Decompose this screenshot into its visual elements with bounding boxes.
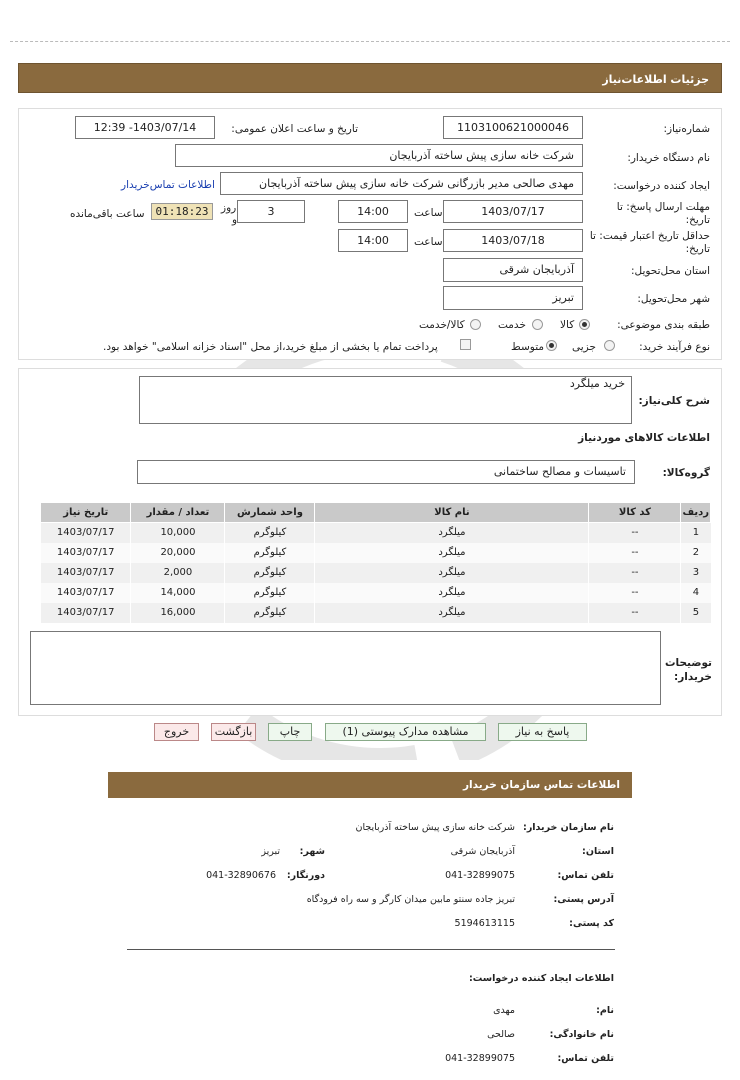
cell: میلگرد <box>315 583 589 603</box>
cell: -- <box>589 543 681 563</box>
cell: 3 <box>681 563 711 583</box>
col-name: نام کالا <box>315 503 589 523</box>
treasury-payment-checkbox[interactable] <box>460 339 471 350</box>
contact-org: شرکت خانه سازی پیش ساخته آذربایجان <box>355 822 515 833</box>
reply-date-field: 1403/07/17 <box>443 200 583 223</box>
validity-date-field: 1403/07/18 <box>443 229 583 252</box>
contact-phone: 041-32899075 <box>445 870 515 881</box>
attachments-button[interactable]: مشاهده مدارک پیوستی (1) <box>325 723 486 741</box>
cell: میلگرد <box>315 543 589 563</box>
process-label: نوع فرآیند خرید: <box>639 341 710 353</box>
cell: کیلوگرم <box>225 583 315 603</box>
contact-phone-label: تلفن تماس: <box>557 870 614 881</box>
cell: 1403/07/17 <box>41 603 131 623</box>
table-row <box>41 583 711 603</box>
city-label: شهر محل‌تحویل: <box>637 293 710 305</box>
treasury-payment-note: پرداخت تمام یا بخشی از مبلغ خرید،از محل "اسناد خزانه اسلامی" خواهد بود. <box>103 341 438 353</box>
creator-info-title: اطلاعات ایجاد کننده درخواست: <box>468 973 614 984</box>
back-button[interactable]: بازگشت <box>211 723 256 741</box>
cell: -- <box>589 563 681 583</box>
category-goods-label: کالا <box>560 319 575 331</box>
price-validity-label-2: تاریخ: <box>685 243 710 255</box>
validity-time-label: ساعت <box>414 236 443 248</box>
cell: کیلوگرم <box>225 543 315 563</box>
exit-button[interactable]: خروج <box>154 723 199 741</box>
cell: 16,000 <box>131 603 225 623</box>
province-field: آذربایجان شرقی <box>443 258 583 282</box>
table-row <box>41 603 711 623</box>
cell: 1403/07/17 <box>41 543 131 563</box>
cell: 1 <box>681 523 711 543</box>
city-field: تبریز <box>443 286 583 310</box>
col-quantity: تعداد / مقدار <box>131 503 225 523</box>
cell: 2,000 <box>131 563 225 583</box>
creator-phone-label: تلفن تماس: <box>557 1053 614 1064</box>
process-minor-label: جزیی <box>572 341 596 353</box>
cell: 14,000 <box>131 583 225 603</box>
and-label: و <box>232 214 238 226</box>
days-label: روز <box>221 202 237 214</box>
cell: -- <box>589 583 681 603</box>
group-field: تاسیسات و مصالح ساختمانی <box>137 460 635 484</box>
reply-button[interactable]: پاسخ به نیاز <box>498 723 587 741</box>
creator-label: ایجاد کننده درخواست: <box>613 180 710 192</box>
col-row: ردیف <box>681 503 711 523</box>
contact-fax: 041-32890676 <box>206 870 276 881</box>
cell: 10,000 <box>131 523 225 543</box>
creator-name-label: نام: <box>596 1005 614 1016</box>
contact-fax-label: دورنگار: <box>286 870 325 881</box>
summary-field: خرید میلگرد <box>139 376 632 424</box>
cell: میلگرد <box>315 603 589 623</box>
cell: میلگرد <box>315 563 589 583</box>
table-row <box>41 563 711 583</box>
contact-city-label: شهر: <box>299 846 325 857</box>
category-service-label: خدمت <box>498 319 526 331</box>
contact-province: آذربایجان شرقی <box>450 846 515 857</box>
category-label: طبقه بندی موضوعی: <box>617 319 710 331</box>
col-date: تاریخ نیاز <box>41 503 131 523</box>
contact-address: تبریز جاده سنتو مابین میدان کارگر و سه راه فرودگاه <box>306 894 515 905</box>
table-row <box>41 523 711 543</box>
category-both-label: کالا/خدمت <box>419 319 465 331</box>
category-goods-radio[interactable] <box>579 319 590 330</box>
creator-family-label: نام خانوادگی: <box>549 1029 614 1040</box>
contact-postal-label: کد پستی: <box>569 918 614 929</box>
goods-info-heading: اطلاعات کالاهای موردنیاز <box>578 432 710 444</box>
group-label: گروه‌کالا: <box>662 467 710 479</box>
table-row <box>41 543 711 563</box>
creator-family: صالحی <box>487 1029 515 1040</box>
cell: 1403/07/17 <box>41 563 131 583</box>
page-header: جزئیات اطلاعات‌نیاز <box>18 63 722 93</box>
contact-province-label: استان: <box>582 846 614 857</box>
category-both-radio[interactable] <box>470 319 481 330</box>
cell: 4 <box>681 583 711 603</box>
process-medium-radio[interactable] <box>546 340 557 351</box>
reply-time-field: 14:00 <box>338 200 408 223</box>
contact-postal: 5194613115 <box>454 918 515 929</box>
buyer-notes-field <box>30 631 661 705</box>
creator-phone: 041-32899075 <box>445 1053 515 1064</box>
col-unit: واحد شمارش <box>225 503 315 523</box>
need-number-field: 1103100621000046 <box>443 116 583 139</box>
creator-name: مهدی <box>493 1005 515 1016</box>
items-table <box>40 502 711 623</box>
cell: کیلوگرم <box>225 603 315 623</box>
contact-org-label: نام سازمان خریدار: <box>523 822 614 833</box>
cell: 5 <box>681 603 711 623</box>
reply-deadline-label: مهلت ارسال پاسخ: تا <box>616 201 710 213</box>
contact-header: اطلاعات تماس سازمان خریدار <box>108 772 632 798</box>
cell: -- <box>589 523 681 543</box>
cell: کیلوگرم <box>225 563 315 583</box>
cell: کیلوگرم <box>225 523 315 543</box>
contact-city: تبریز <box>261 846 280 857</box>
buyer-contact-link[interactable]: اطلاعات تماس‌خریدار <box>121 179 215 191</box>
cell: 1403/07/17 <box>41 523 131 543</box>
need-number-label: شماره‌نیاز: <box>663 123 710 135</box>
process-minor-radio[interactable] <box>604 340 615 351</box>
top-divider <box>10 41 730 42</box>
print-button[interactable]: چاپ <box>268 723 312 741</box>
items-table-wrap <box>40 502 711 623</box>
contact-address-label: آدرس پستی: <box>553 894 614 905</box>
reply-time-label: ساعت <box>414 207 443 219</box>
buyer-org-label: نام دستگاه خریدار: <box>627 152 710 164</box>
cell: 20,000 <box>131 543 225 563</box>
buyer-org-field: شرکت خانه سازی پیش ساخته آذربایجان <box>175 144 583 167</box>
contact-divider <box>127 949 615 950</box>
cell: 2 <box>681 543 711 563</box>
cell: 1403/07/17 <box>41 583 131 603</box>
cell: میلگرد <box>315 523 589 543</box>
announce-field: 1403/07/14- 12:39 <box>75 116 215 139</box>
process-medium-label: متوسط <box>511 341 544 353</box>
col-code: کد کالا <box>589 503 681 523</box>
province-label: استان محل‌تحویل: <box>630 265 710 277</box>
cell: -- <box>589 603 681 623</box>
days-field: 3 <box>237 200 305 223</box>
price-validity-label: حداقل تاریخ اعتبار قیمت: تا <box>589 230 710 242</box>
reply-deadline-label-2: تاریخ: <box>685 214 710 226</box>
summary-label: شرح کلی‌نیاز: <box>638 395 710 407</box>
buyer-notes-label: توضیحات خریدار: <box>664 657 712 683</box>
creator-field: مهدی صالحی مدیر بازرگانی شرکت خانه سازی پیش ساخته آذربایجان <box>220 172 583 195</box>
category-service-radio[interactable] <box>532 319 543 330</box>
announce-label: تاریخ و ساعت اعلان عمومی: <box>231 123 358 135</box>
remaining-timer: 01:18:23 <box>151 203 213 220</box>
remaining-label: ساعت باقی‌مانده <box>70 208 145 220</box>
validity-time-field: 14:00 <box>338 229 408 252</box>
